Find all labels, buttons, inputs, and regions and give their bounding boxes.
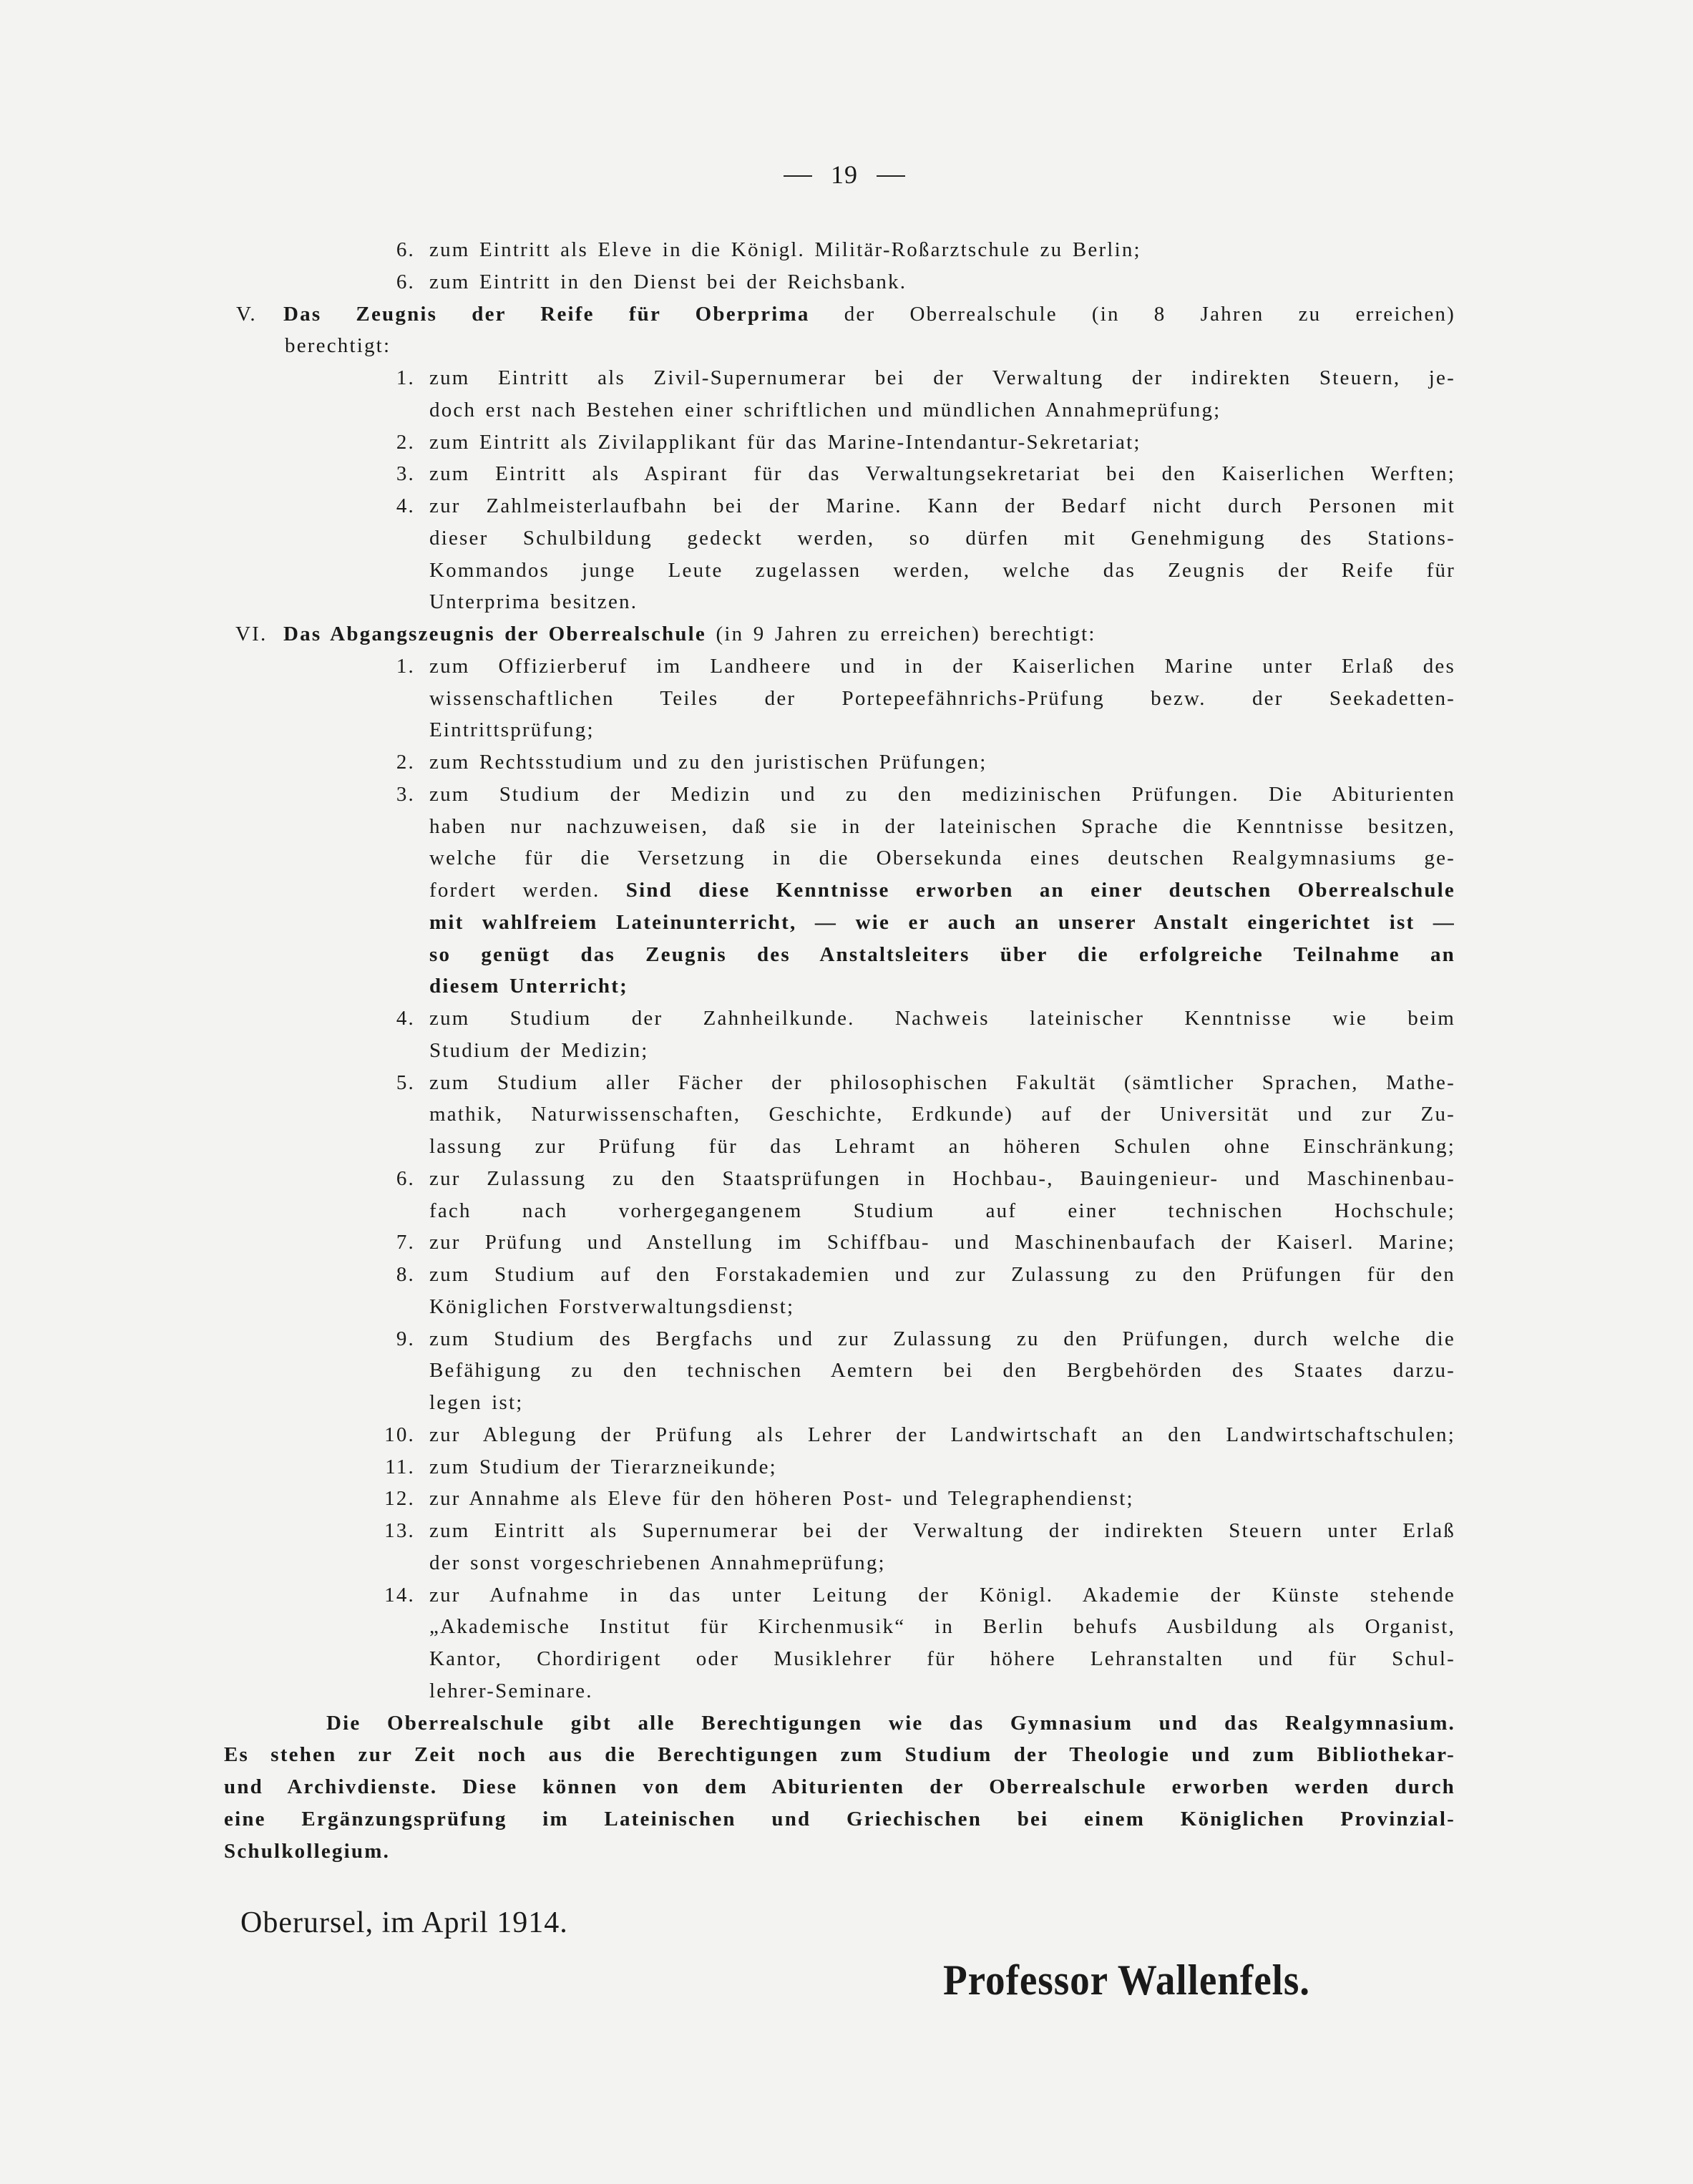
signature: Professor Wallenfels.: [943, 1956, 1311, 2004]
list-item-continuation: [0, 1098, 1693, 1131]
list-item: [0, 1259, 1693, 1291]
item-text-bold: Sind diese Kenntnisse erworben an einer deutschen Oberrealschule: [625, 879, 1455, 902]
list-item-continuation: [0, 1675, 1693, 1707]
item-text: zum Eintritt als Zivil-Supernumerar bei der Verwaltung der indirekten Steuern, je-: [429, 366, 1455, 389]
section-heading-bold: Das Zeugnis der Reife für Oberprima: [283, 302, 810, 326]
list-item-continuation: [0, 1547, 1693, 1579]
item-text-bold: mit wahlfreiem Lateinunterricht, — wie er auch an unserer Anstalt eingerichtet ist —: [429, 910, 1455, 934]
list-item-continuation: [0, 939, 1693, 971]
list-item: [0, 1419, 1693, 1451]
item-text: dieser Schulbildung gedeckt werden, so dürfen mit Genehmigung des Stations-: [429, 526, 1455, 550]
item-text: zur Zahlmeisterlaufbahn bei der Marine. Kann der Bedarf nicht durch Personen mit: [429, 494, 1455, 517]
item-number: 2.: [396, 430, 415, 454]
item-text: zur Aufnahme in das unter Leitung der Königl. Akademie der Künste stehende: [429, 1583, 1455, 1607]
item-text: zum Studium auf den Forstakademien und zur Zulassung zu den Prüfungen für den: [429, 1263, 1455, 1286]
item-text-bold: diesem Unterricht;: [429, 975, 628, 998]
closing-text: Schulkollegium.: [224, 1839, 391, 1863]
item-text-bold: so genügt das Zeugnis des Anstaltsleiters über die erfolgreiche Teilnahme an: [429, 942, 1455, 966]
item-text: „Akademische Institut für Kirchenmusik“ in Berlin behufs Ausbildung als Organist,: [429, 1615, 1455, 1639]
section-heading-cont-text: berechtigt:: [285, 334, 391, 358]
closing-paragraph-line: [0, 1771, 1693, 1803]
section-heading-bold: Das Abgangszeugnis der Oberrealschule: [283, 623, 707, 645]
list-item: [0, 234, 1693, 266]
item-text: zum Rechtsstudium und zu den juristischen Prüfungen;: [429, 751, 987, 774]
item-text: zum Eintritt als Eleve in die Königl. Militär-Roßarztschule zu Berlin;: [429, 238, 1141, 261]
closing-paragraph-line: [0, 1739, 1693, 1771]
item-text: zum Eintritt als Aspirant für das Verwaltungsekretariat bei den Kaiserlichen Werften;: [429, 462, 1455, 486]
section-numeral: V.: [236, 302, 257, 326]
item-text: doch erst nach Bestehen einer schriftlichen und mündlichen Annahmeprüfung;: [429, 398, 1221, 421]
page-number: [758, 159, 930, 190]
closing-paragraph-line: [0, 1707, 1693, 1740]
section-heading-text: [283, 618, 1096, 650]
list-item-continuation: [0, 1131, 1693, 1163]
list-item-continuation: [0, 1611, 1693, 1643]
page-number-dash-left: [784, 175, 812, 177]
section-heading-rest: (in 9 Jahren zu erreichen) berechtigt:: [716, 623, 1096, 645]
item-number: 14.: [384, 1583, 415, 1607]
item-text-plain: fordert werden.: [429, 879, 600, 902]
item-number: 10.: [384, 1423, 415, 1446]
section-heading-text: [283, 298, 1455, 331]
item-number: 11.: [385, 1455, 415, 1478]
item-text: Kommandos junge Leute zugelassen werden, welche das Zeugnis der Reife für: [429, 558, 1455, 582]
item-number: 6.: [396, 1166, 415, 1190]
list-item: [0, 1163, 1693, 1195]
closing-paragraph-line: [0, 1803, 1693, 1836]
list-item: [0, 1515, 1693, 1547]
list-item-continuation: [0, 842, 1693, 874]
list-item-continuation: [0, 874, 1693, 907]
item-number: 1.: [396, 366, 415, 389]
closing-text: eine Ergänzungsprüfung im Lateinischen und Griechischen bei einem Königlichen Provinzial-: [224, 1807, 1455, 1830]
list-item: [0, 1067, 1693, 1099]
item-text: zum Eintritt in den Dienst bei der Reichsbank.: [429, 270, 907, 293]
item-number: 8.: [396, 1263, 415, 1286]
list-item-continuation: [0, 970, 1693, 1003]
item-text: legen ist;: [429, 1391, 524, 1414]
item-text: zum Studium der Zahnheilkunde. Nachweis lateinischer Kenntnisse wie beim: [429, 1007, 1455, 1030]
list-item: [0, 746, 1693, 779]
item-text: zum Offizierberuf im Landheere und in der Kaiserlichen Marine unter Erlaß des: [429, 654, 1455, 678]
list-item-continuation: [0, 1035, 1693, 1067]
section-numeral: VI.: [235, 623, 268, 645]
item-text: zum Studium der Medizin und zu den medizinischen Prüfungen. Die Abiturienten: [429, 782, 1455, 806]
section-heading-continuation: [0, 330, 1693, 362]
item-text: welche für die Versetzung in die Obersekunda eines deutschen Realgymnasiums ge-: [429, 847, 1455, 870]
item-number: 3.: [396, 462, 415, 486]
closing-text: Es stehen zur Zeit noch aus die Berechtigungen zum Studium der Theologie und zum Bibliothekar-: [224, 1743, 1455, 1767]
item-text: zur Prüfung und Anstellung im Schiffbau- und Maschinenbaufach der Kaiserl. Marine;: [429, 1231, 1455, 1254]
list-item-continuation: [0, 1195, 1693, 1227]
item-text: haben nur nachzuweisen, daß sie in der lateinischen Sprache die Kenntnisse besitzen,: [429, 814, 1455, 838]
item-text: [429, 874, 1455, 907]
item-number: 1.: [396, 654, 415, 678]
item-number: 12.: [384, 1487, 415, 1511]
item-text: mathik, Naturwissenschaften, Geschichte, Erdkunde) auf der Universität und zur Zu-: [429, 1103, 1455, 1126]
list-item-continuation: [0, 907, 1693, 939]
list-item: [0, 490, 1693, 522]
item-text: zur Zulassung zu den Staatsprüfungen in Hochbau-, Bauingenieur- und Maschinenbau-: [429, 1166, 1455, 1190]
list-item-continuation: [0, 555, 1693, 587]
item-number: 9.: [396, 1327, 415, 1350]
list-item-continuation: [0, 586, 1693, 618]
item-text: zum Studium der Tierarzneikunde;: [429, 1455, 777, 1478]
list-item: [0, 266, 1693, 298]
item-number: 13.: [384, 1519, 415, 1542]
item-text: fach nach vorhergegangenem Studium auf einer technischen Hochschule;: [429, 1199, 1455, 1222]
list-item-continuation: [0, 1355, 1693, 1387]
item-number: 4.: [396, 1007, 415, 1030]
place-and-date: Oberursel, im April 1914.: [240, 1906, 568, 1939]
closing-paragraph-line: [0, 1836, 1693, 1868]
page-number-value: 19: [831, 160, 858, 189]
list-item-continuation: [0, 1387, 1693, 1419]
item-text: Eintrittsprüfung;: [429, 718, 595, 742]
item-text: der sonst vorgeschriebenen Annahmeprüfung;: [429, 1551, 886, 1574]
list-item: [0, 779, 1693, 811]
item-number: 4.: [396, 494, 415, 517]
item-number: 5.: [396, 1071, 415, 1094]
page-number-dash-right: [877, 175, 905, 177]
list-item: [0, 1323, 1693, 1355]
list-item: [0, 362, 1693, 394]
list-item: [0, 1227, 1693, 1259]
item-text: zum Studium des Bergfachs und zur Zulassung zu den Prüfungen, durch welche die: [429, 1327, 1455, 1350]
list-item: [0, 426, 1693, 459]
item-text: lehrer-Seminare.: [429, 1679, 593, 1702]
item-text: zum Eintritt als Supernumerar bei der Verwaltung der indirekten Steuern unter Erlaß: [429, 1519, 1455, 1542]
item-number: 7.: [396, 1231, 415, 1254]
item-text: Befähigung zu den technischen Aemtern bei den Bergbehörden des Staates darzu-: [429, 1359, 1455, 1383]
section-heading-rest: der Oberrealschule (in 8 Jahren zu erreichen): [844, 302, 1455, 326]
list-item-continuation: [0, 1643, 1693, 1675]
item-number: 2.: [396, 751, 415, 774]
item-text: Studium der Medizin;: [429, 1038, 649, 1062]
item-text: zum Studium aller Fächer der philosophischen Fakultät (sämtlicher Sprachen, Mathe-: [429, 1071, 1455, 1094]
item-text: zum Eintritt als Zivilapplikant für das Marine-Intendantur-Sekretariat;: [429, 430, 1141, 454]
closing-text: und Archivdienste. Diese können von dem Abiturienten der Oberrealschule erworben werden durch: [224, 1775, 1455, 1798]
item-number: 6.: [396, 238, 415, 261]
section-heading-v: [0, 298, 1693, 331]
list-item: [0, 650, 1693, 683]
item-text: wissenschaftlichen Teiles der Portepeefähnrichs-Prüfung bezw. der Seekadetten-: [429, 686, 1455, 710]
item-number: 6.: [396, 270, 415, 293]
item-text: zur Annahme als Eleve für den höheren Post- und Telegraphendienst;: [429, 1487, 1134, 1511]
list-item-continuation: [0, 394, 1693, 426]
list-item-continuation: [0, 1291, 1693, 1323]
item-number: 3.: [396, 782, 415, 806]
closing-text: Die Oberrealschule gibt alle Berechtigungen wie das Gymnasium und das Realgymnasium.: [326, 1711, 1455, 1735]
list-item: [0, 1003, 1693, 1035]
list-item-continuation: [0, 714, 1693, 746]
item-text: Unterprima besitzen.: [429, 590, 638, 614]
list-item-continuation: [0, 811, 1693, 843]
list-item-continuation: [0, 522, 1693, 555]
list-item: [0, 1483, 1693, 1515]
list-item-continuation: [0, 683, 1693, 715]
document-body: [0, 234, 1693, 1867]
item-text: lassung zur Prüfung für das Lehramt an höheren Schulen ohne Einschränkung;: [429, 1135, 1455, 1158]
item-text: Königlichen Forstverwaltungsdienst;: [429, 1295, 795, 1318]
list-item: [0, 1451, 1693, 1483]
item-text: zur Ablegung der Prüfung als Lehrer der Landwirtschaft an den Landwirtschaftschulen;: [429, 1423, 1455, 1446]
section-heading-vi: [0, 618, 1693, 650]
list-item: [0, 1579, 1693, 1612]
list-item: [0, 458, 1693, 490]
item-text: Kantor, Chordirigent oder Musiklehrer für höhere Lehranstalten und für Schul-: [429, 1647, 1455, 1670]
